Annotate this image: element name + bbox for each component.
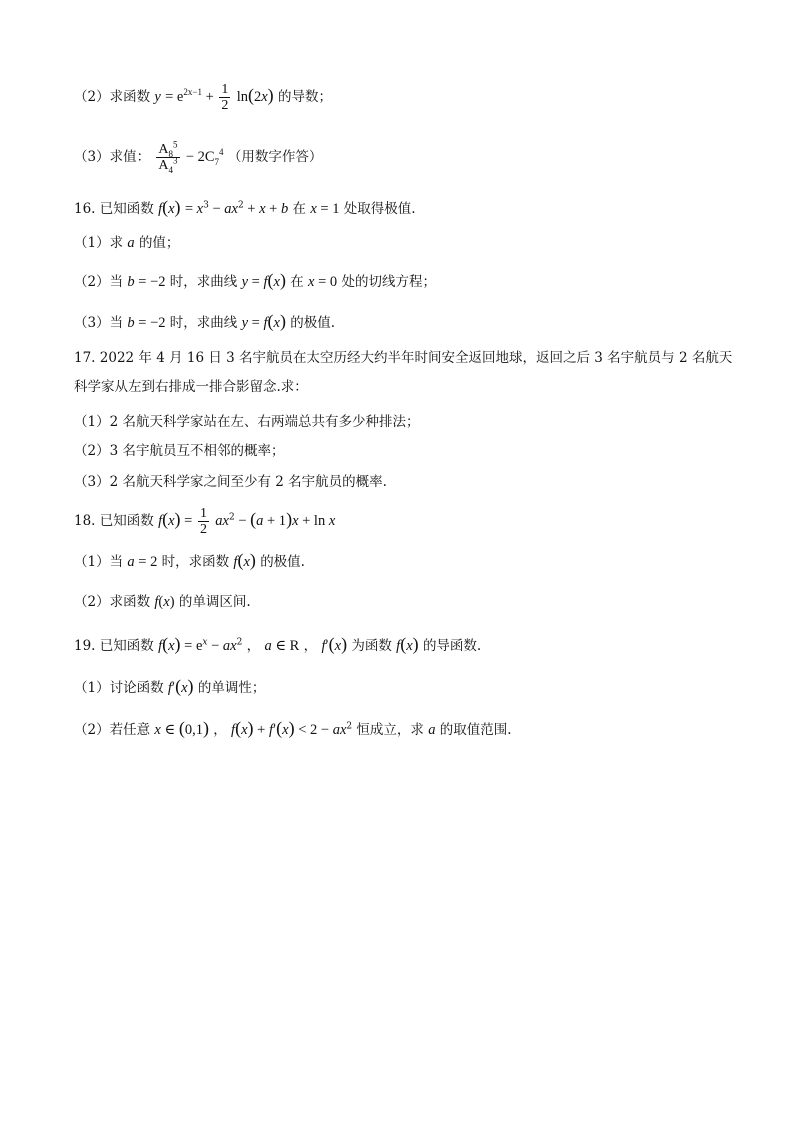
q16-part1: （1）求 a 的值； — [74, 235, 180, 251]
q15-part2: （2）求函数 $y = e^{2x-1}$ + $\frac{1}{2}$ ln(2x) 的导数； — [74, 82, 332, 113]
q16-part3: （3）当 b = −2 时，求曲线 y = f(x) 的极值. — [74, 311, 336, 331]
q16-stem: 16. 已知函数 $f(x) = x^3 - ax^2 + x + b$ 在 x = 1 处取得极值. — [74, 197, 416, 217]
q17-stem-line2: 科学家从左到右排成一排合影留念.求： — [74, 379, 308, 395]
q18-stem: 18. 已知函数 f(x) = $\frac{1}{2}$ $ax^2 - (a + 1)x + \ln x$ — [74, 506, 336, 537]
q18-part1: （1）当 a = 2 时，求函数 f(x) 的极值. — [74, 550, 305, 570]
fraction-permutation: $\frac{A_8^5}{A_4^3}$ — [158, 139, 178, 175]
q19-part2: （2）若任意 x ∈ (0,1) ， $f(x) + f'(x) < 2 - ax^2$ 恒成立，求 a 的取值范围. — [74, 718, 512, 738]
q17-part3: （3）2 名航天科学家之间至少有 2 名宇航员的概率. — [74, 474, 387, 490]
q19-part1: （1）讨论函数 f′(x) 的单调性； — [74, 676, 266, 696]
combination-term: − $2C_7^4$ — [185, 147, 224, 167]
q17-stem-line1: 17. 2022 年 4 月 16 日 3 名宇航员在太空历经大约半年时间安全返回地球，返回之后 3 名宇航员与 2 名航天 — [74, 350, 733, 366]
fraction-one-half: $\frac{1}{2}$ — [221, 82, 229, 113]
q16-part2: （2）当 b = −2 时，求曲线 y = f(x) 在 x = 0 处的切线方程； — [74, 270, 436, 290]
q19-stem: 19. 已知函数 $f(x) = e^x - ax^2$ ， a ∈ R ， f′(x) 为函数 f(x) 的导函数. — [74, 634, 482, 654]
q18-part2: （2）求函数 f(x) 的单调区间. — [74, 594, 251, 610]
q15-part3: （3）求值： $\frac{A_8^5}{A_4^3}$ − $2C_7^4$ （用数字作答） — [74, 139, 323, 175]
q17-part2: （2）3 名宇航员互不相邻的概率； — [74, 443, 285, 459]
formula-y-exp-ln: y — [154, 89, 161, 105]
q17-part1: （1）2 名航天科学家站在左、右两端总共有多少种排法； — [74, 414, 420, 430]
fraction-one-half: $\frac{1}{2}$ — [199, 506, 207, 537]
